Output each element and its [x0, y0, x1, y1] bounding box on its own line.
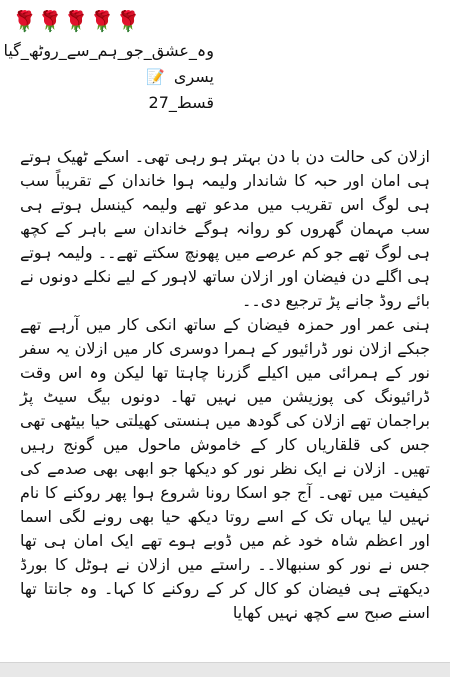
story-title: وہ_عشق_جو_ہم_سے_روٹھ_گیا — [3, 41, 214, 60]
author-line — [24, 64, 214, 90]
rose-icon: 🌹🌹🌹🌹🌹 — [12, 9, 142, 33]
bottom-bar — [0, 662, 450, 677]
memo-icon: 📝 — [146, 68, 165, 86]
paragraph: ازلان کی حالت دن با دن بہتر ہو رہی تھی۔ اسکے ٹھیک ہوتے ہی امان اور حبہ کا شاندار ولیمہ ہوا خاندان کے تقریباً سب ہی لوگ اس تقریب میں مدعو تھے ولیمہ کینسل ہوتے ہی سب مہمان گھروں کو روانہ ہوگے خاندان سے باہر کے کچھ ہی لوگ تھے جو کم عرصے میں پھونچ سکتے تھے۔۔ ولیمہ ہوتے ہی اگلے دن فیضان اور ازلان ساتھ لاہور کے لیے نکلے دونوں نے بائے روڈ جانے پڑ ترجیع دی۔۔ — [20, 147, 430, 310]
paragraph: ہنی عمر اور حمزہ فیضان کے ساتھ انکی کار میں آرہے تھے جبکے ازلان نور ڈرائیور کے ہمرا دوسری کار میں ازلان یہ سفر نور کے ہمرائی میں اکیلے گزرنا چاہتا تھا لیکن وہ اس وقت ڈرائیونگ کی پوزیشن میں نہیں تھا۔ دونوں بیگ سیٹ پڑ براجمان تھے ازلان کی گودھ میں ہنستی کھیلتی حیا بیٹھی تھی جس کی قلقاریاں کار کے خاموش ماحول میں گونج رہیں تھیں۔ ازلان نے ایک نظر نور کو دیکھا جو ابھی بھی صدمے کی کیفیت میں تھی۔ آج جو اسکا رونا شروع ہوا پھر روکنے کا نام نہیں لیا یہاں تک کے اسے روتا دیکھ حیا بھی رونے لگی اسما اور اعظم شاہ خود غم میں ڈوبے ہوے تھے ایک امان ہی تھا جس نے نور کو سنبھالا۔۔ راستے میں ازلان نے ہوٹل کا بورڈ دیکھتے ہی فیضان کو کال کر کے روکنے کا کہا۔ وہ جانتا تھا اسنے صبح سے کچھ نہیں کھایا — [20, 315, 430, 622]
story-body — [20, 145, 430, 625]
episode-number: قسط_27 — [148, 93, 214, 112]
post-header — [3, 38, 214, 116]
author-name: یسری — [173, 67, 214, 86]
